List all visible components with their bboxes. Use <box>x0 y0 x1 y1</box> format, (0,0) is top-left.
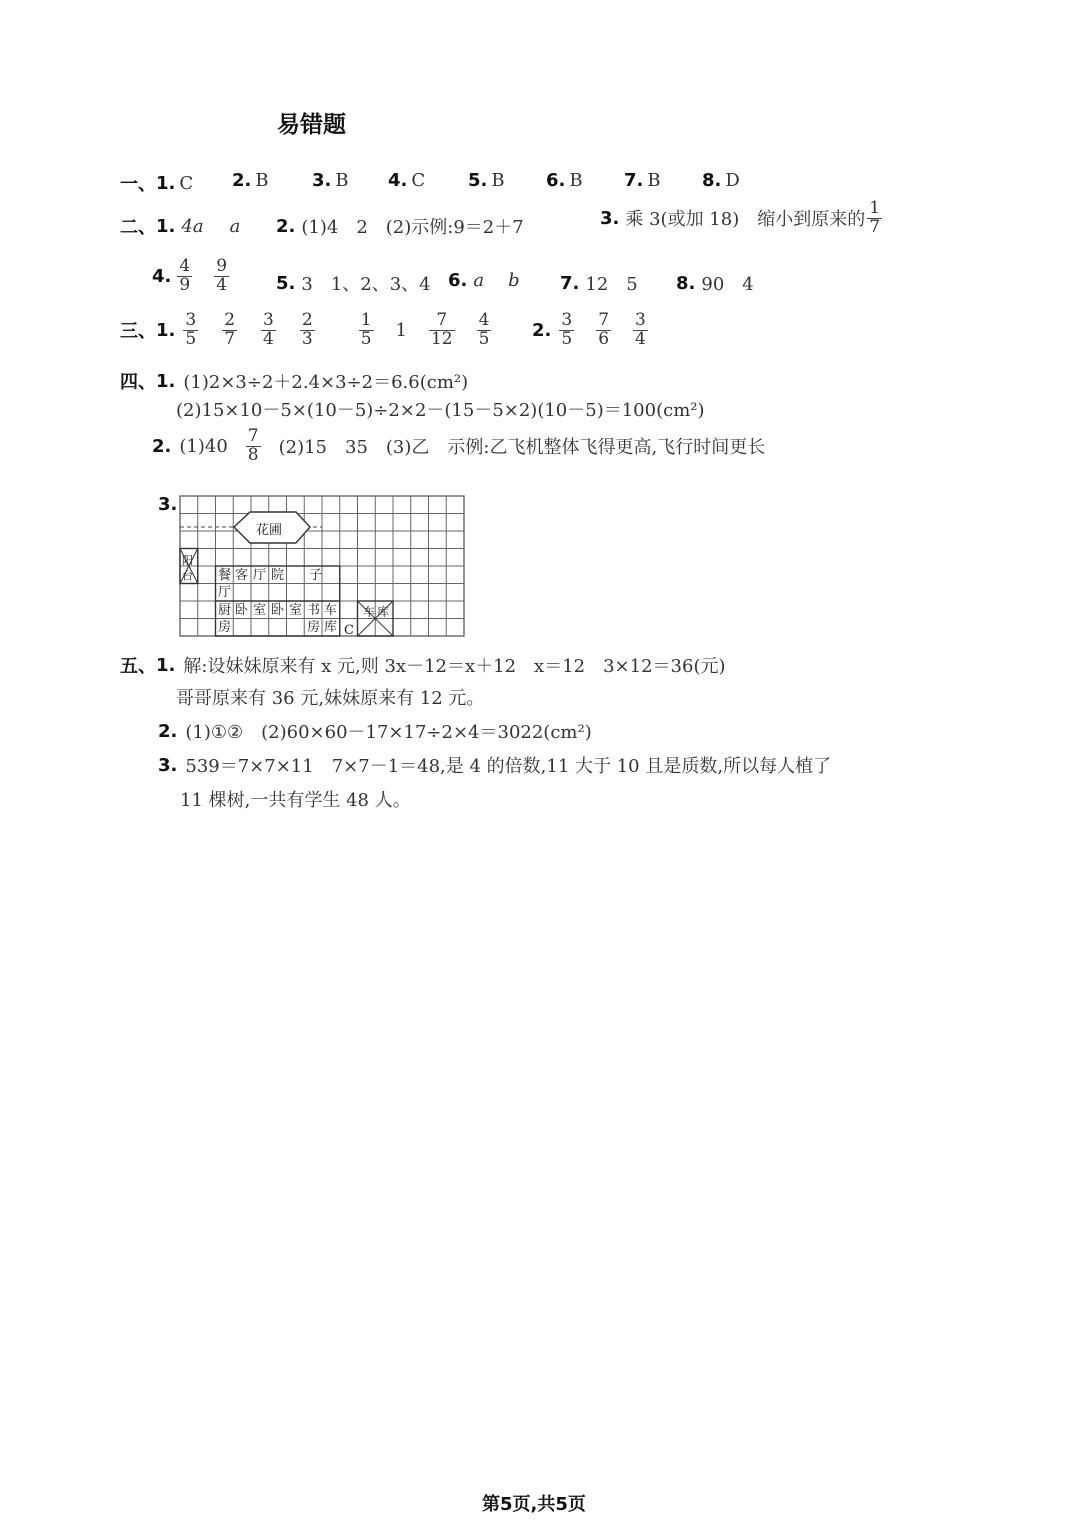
q-number: 2. <box>276 215 296 237</box>
q-number: 2. <box>152 435 172 457</box>
answer: B <box>491 170 505 191</box>
room-label: 房 <box>218 620 232 635</box>
numerator: 2 <box>301 310 313 330</box>
numerator: 3 <box>561 310 573 330</box>
fraction <box>867 200 882 237</box>
answer-item <box>276 270 431 296</box>
floor-plan-grid <box>178 494 468 640</box>
numerator: 1 <box>360 310 372 330</box>
q-number: 1. <box>156 215 176 237</box>
q-number: 8. <box>702 170 722 191</box>
denominator: 7 <box>224 328 236 349</box>
denominator: 4 <box>635 328 646 349</box>
q-number: 3. <box>158 754 178 776</box>
answer: B <box>335 170 349 191</box>
section-label: 四、 <box>120 372 156 393</box>
q-number: 1. <box>156 172 176 194</box>
denominator: 6 <box>598 328 610 349</box>
denominator: 3 <box>301 328 313 349</box>
answer-item <box>388 170 425 191</box>
numerator: 4 <box>478 310 490 330</box>
section-label: 三、 <box>120 321 156 343</box>
fraction <box>633 312 648 349</box>
numerator: 9 <box>216 256 228 276</box>
fraction <box>596 312 611 349</box>
answer: (1)2×3÷2＋2.4×3÷2＝6.6(cm²) <box>183 372 469 393</box>
q-number: 5. <box>276 272 296 294</box>
fraction <box>183 312 198 349</box>
answer-item <box>560 270 638 296</box>
answer-item <box>532 312 648 349</box>
answer-item <box>624 170 661 191</box>
balcony-label: 阳 <box>182 554 193 567</box>
numerator: 7 <box>436 310 448 330</box>
q-number: 4. <box>388 170 408 191</box>
room-label: 书 <box>307 603 321 618</box>
answer-item <box>600 200 882 237</box>
numerator: 3 <box>263 310 274 330</box>
answer: C <box>179 172 194 194</box>
garage-label: 车 <box>363 605 376 619</box>
answer-line: 11 棵树,一共有学生 48 人。 <box>180 790 411 811</box>
denominator: 9 <box>179 274 191 295</box>
fraction <box>477 312 492 349</box>
room-label: 库 <box>324 620 338 635</box>
answer-item <box>276 213 524 239</box>
answer: 12 5 <box>585 274 638 295</box>
answer: D <box>725 170 740 191</box>
q-number: 6. <box>448 270 468 291</box>
answer: 539＝7×7×11 7×7－1＝48,是 4 的倍数,11 大于 10 且是质数,所以每人植了 <box>185 756 832 777</box>
room-label: 厅 <box>253 568 267 583</box>
answer: (1)4 2 (2)示例:9＝2＋7 <box>301 217 524 238</box>
q-number: 1. <box>156 654 176 676</box>
fraction <box>246 428 261 465</box>
fraction <box>359 312 374 349</box>
numerator: 4 <box>179 256 191 276</box>
fraction <box>222 312 237 349</box>
denominator: 5 <box>185 328 197 349</box>
section-4-q1-line1 <box>120 368 468 394</box>
numerator: 7 <box>247 426 259 446</box>
section-2-line-1 <box>120 213 240 239</box>
point-label: C <box>344 623 354 638</box>
q-number: 3. <box>600 207 620 229</box>
answer: a <box>229 215 241 237</box>
answer-item <box>232 170 269 191</box>
answer-line: 哥哥原来有 36 元,妹妹原来有 12 元。 <box>176 688 485 709</box>
q-number: 3. <box>312 170 332 191</box>
answer: 1 <box>395 319 407 341</box>
room-label: 卧 <box>271 603 285 618</box>
fraction <box>559 312 574 349</box>
fraction <box>177 258 192 295</box>
balcony-label: 台 <box>182 569 193 582</box>
section-5-q3 <box>158 752 831 778</box>
page-footer: 第5页,共5页 <box>482 1494 586 1515</box>
room-label: 室 <box>253 603 267 618</box>
room-label: 客 <box>235 568 249 583</box>
q-number: 1. <box>156 319 176 341</box>
section-label: 五、 <box>120 656 156 677</box>
denominator: 4 <box>216 274 228 295</box>
denominator: 5 <box>478 328 490 349</box>
answer-item <box>312 170 349 191</box>
q-number: 3. <box>158 494 178 515</box>
room-label: 室 <box>289 603 303 618</box>
denominator: 4 <box>263 328 274 349</box>
room-label: 卧 <box>235 603 249 618</box>
numerator: 3 <box>185 310 197 330</box>
denominator: 12 <box>430 328 453 349</box>
fraction <box>214 258 229 295</box>
answer-item <box>676 270 754 296</box>
numerator: 3 <box>635 310 646 330</box>
fraction <box>300 312 315 349</box>
room-label: 房 <box>307 620 321 635</box>
fraction <box>261 312 276 349</box>
q-number: 2. <box>158 720 178 742</box>
room-label: 院 <box>271 568 285 583</box>
answer-item <box>546 170 583 191</box>
section-1 <box>120 170 193 196</box>
answer: a <box>473 270 485 291</box>
denominator: 5 <box>561 328 573 349</box>
answer-item <box>702 170 740 191</box>
section-5-q1 <box>120 652 725 678</box>
q-number: 7. <box>560 272 580 294</box>
answer: b <box>508 270 520 291</box>
answer: (2)15 35 (3)乙 示例:乙飞机整体飞得更高,飞行时间更长 <box>278 437 766 459</box>
q-number: 5. <box>468 170 488 191</box>
answer: 90 4 <box>701 274 754 295</box>
answer-line: (2)15×10－5×(10－5)÷2×2－(15－5×2)(10－5)＝100(cm²) <box>176 400 705 421</box>
answer: 3 1、2、3、4 <box>301 274 431 295</box>
room-label: 车 <box>324 603 338 618</box>
answer: B <box>569 170 583 191</box>
answer: 解:设妹妹原来有 x 元,则 3x－12＝x＋12 x＝12 3×12＝36(元) <box>183 656 726 677</box>
section-2-line-2 <box>152 258 229 295</box>
answer-item <box>468 170 505 191</box>
room-label: 子 <box>309 568 323 583</box>
section-4-q2 <box>152 428 765 465</box>
denominator: 5 <box>360 328 372 349</box>
q-number: 8. <box>676 272 696 294</box>
q-number: 2. <box>232 170 252 191</box>
answer: 4a <box>181 215 204 237</box>
section-3 <box>120 312 491 349</box>
section-label: 二、 <box>120 217 156 238</box>
answer: B <box>647 170 661 191</box>
q-number: 6. <box>546 170 566 191</box>
answer: C <box>411 170 426 191</box>
q-number: 4. <box>152 265 172 287</box>
room-label: 餐 <box>218 568 232 583</box>
answer: 乘 3(或加 18) 缩小到原来的 <box>625 209 866 231</box>
page-title: 易错题 <box>277 112 346 138</box>
answer: B <box>255 170 269 191</box>
numerator: 2 <box>224 310 236 330</box>
garden-label: 花圃 <box>256 523 283 538</box>
q-number: 1. <box>156 370 176 392</box>
q-number: 7. <box>624 170 644 191</box>
section-label: 一、 <box>120 174 156 195</box>
answer: (1)40 <box>179 435 228 457</box>
answer-item <box>448 270 520 291</box>
garage-label: 库 <box>377 605 390 619</box>
denominator: 7 <box>869 216 881 237</box>
fraction <box>429 312 455 349</box>
room-label: 厨 <box>218 603 232 618</box>
denominator: 8 <box>247 444 259 465</box>
section-5-q2 <box>158 718 592 744</box>
numerator: 7 <box>598 310 610 330</box>
answer: (1)①② (2)60×60－17×17÷2×4＝3022(cm²) <box>185 722 592 743</box>
numerator: 1 <box>869 198 881 218</box>
room-label: 厅 <box>218 585 232 600</box>
q-number: 2. <box>532 319 552 341</box>
